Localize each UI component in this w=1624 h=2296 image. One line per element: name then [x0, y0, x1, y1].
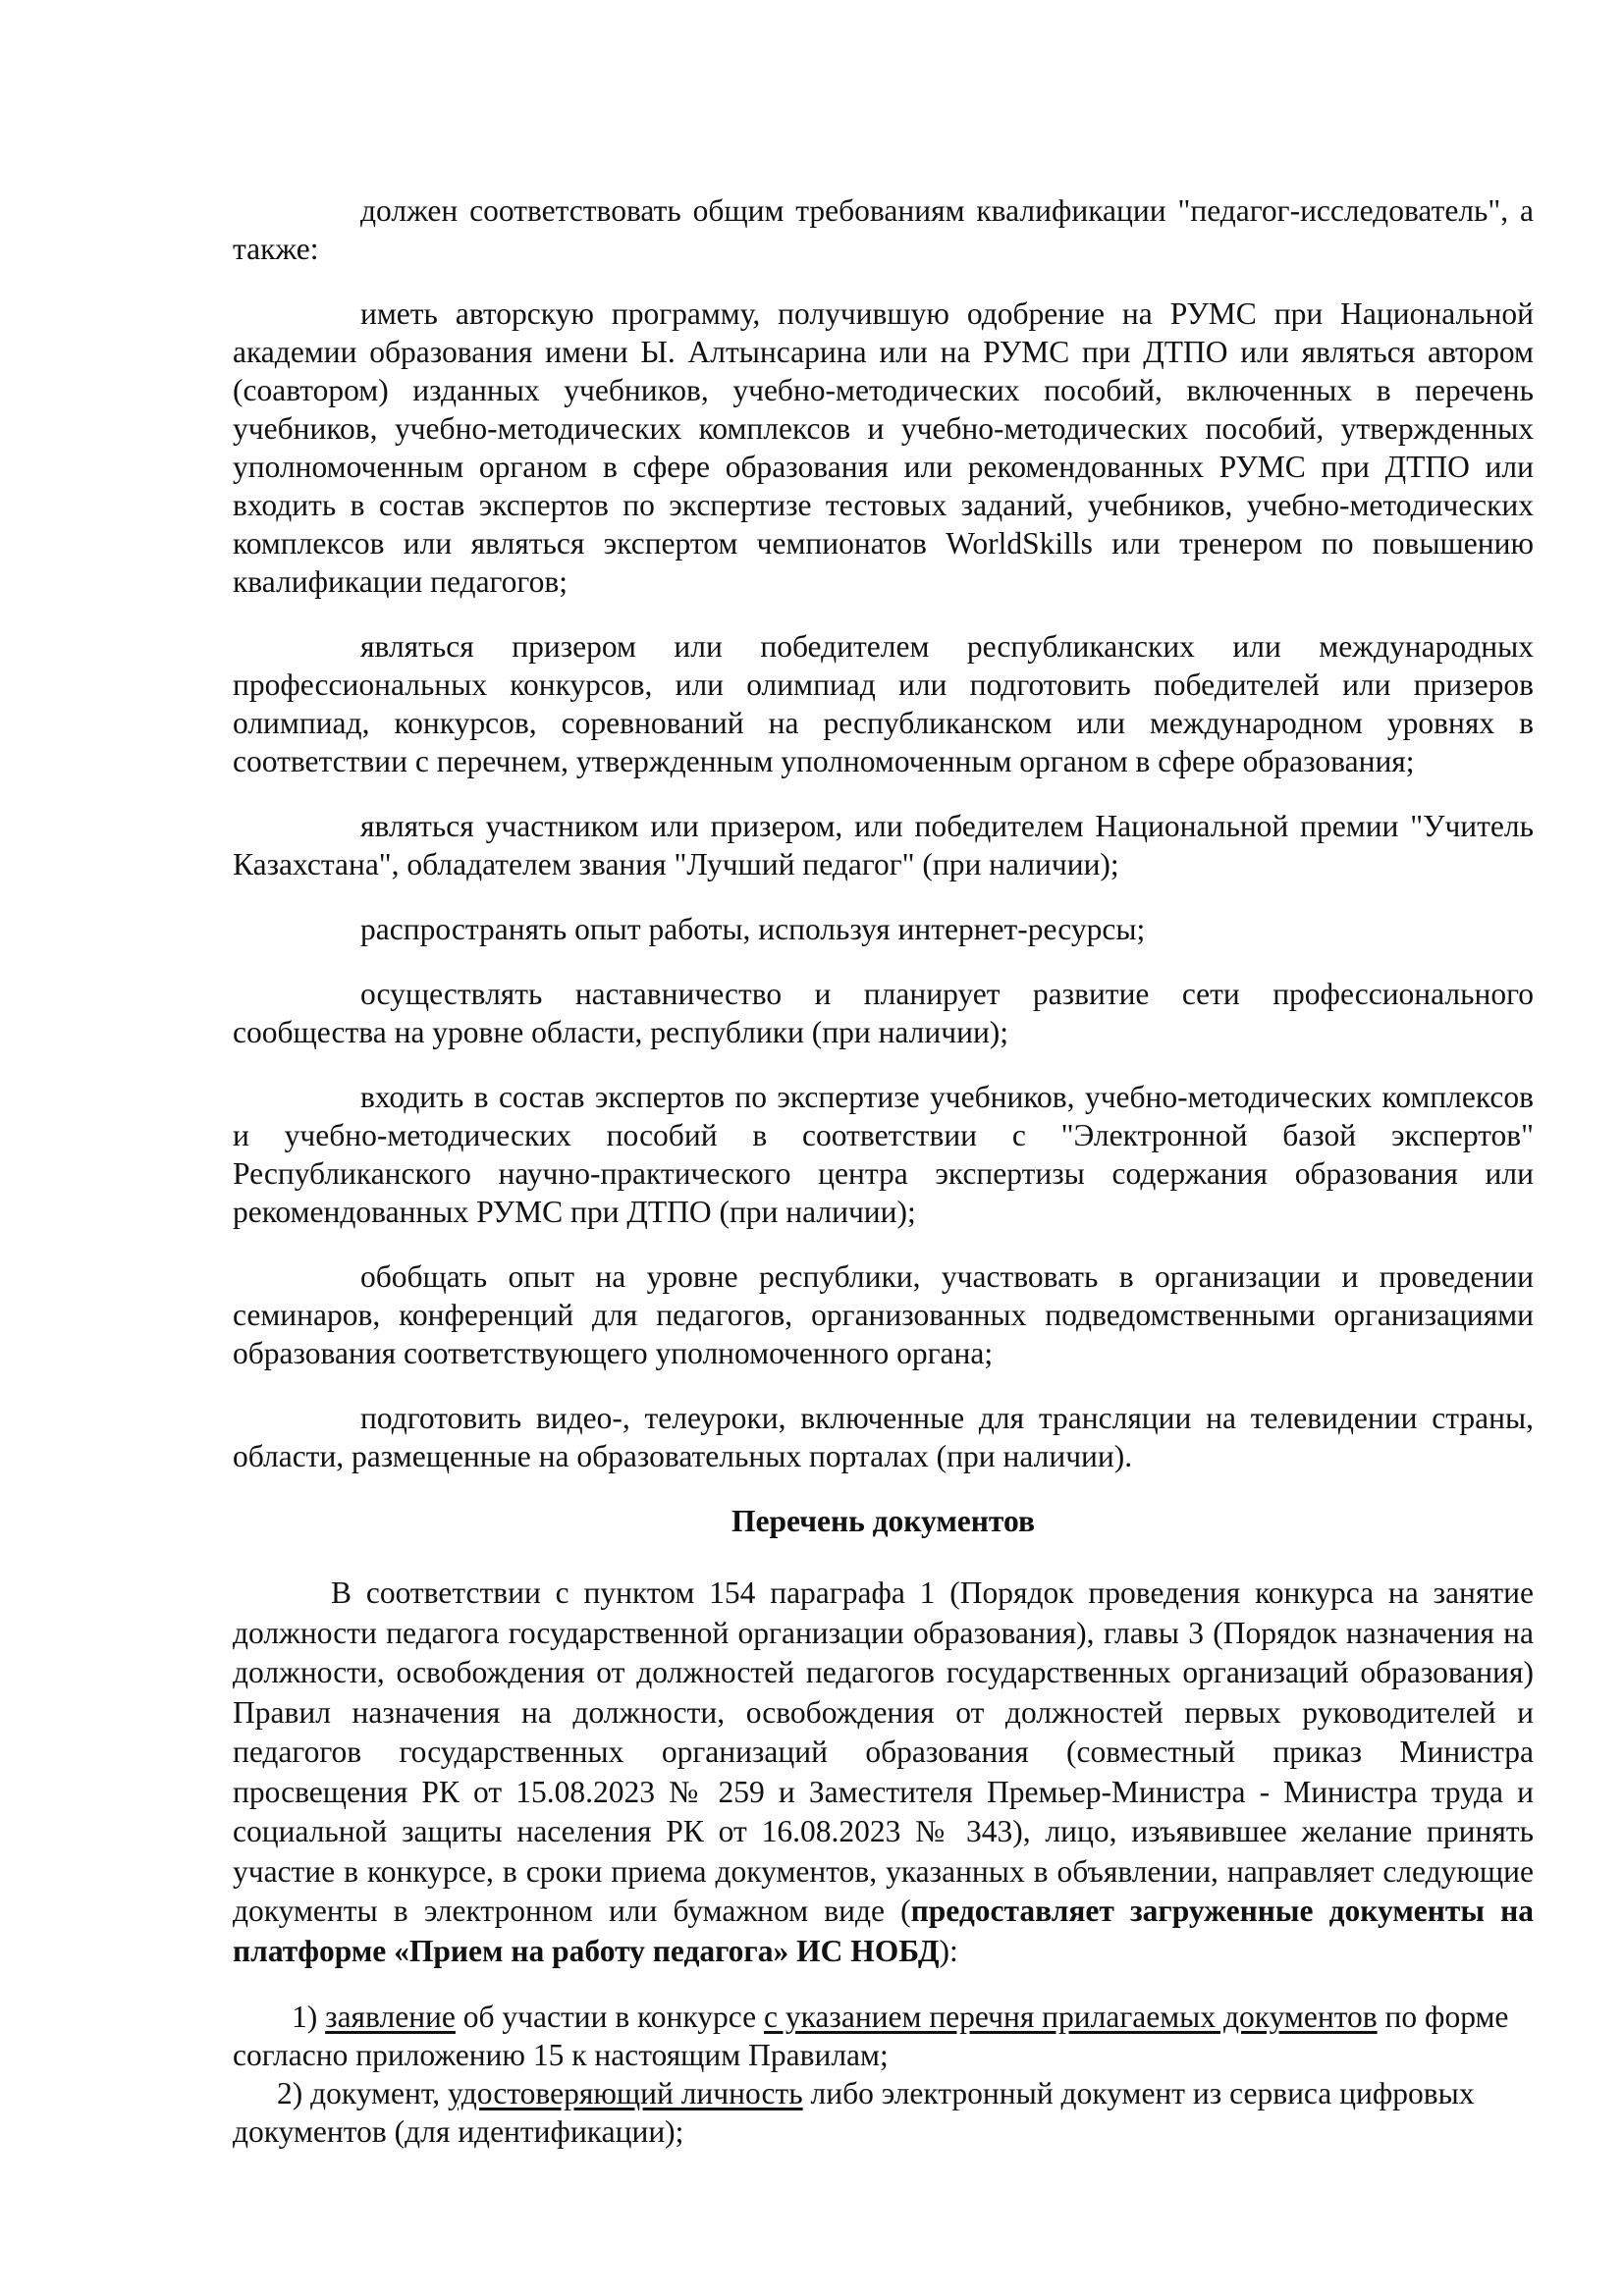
item-middle-text: об участии в конкурсе	[455, 2000, 764, 2034]
list-item	[233, 2074, 1534, 2151]
paragraph-national-award: являться участником или призером, или победителем Национальной премии "Учитель Казахстана", обладателем звания "Лучший педагог" (при наличии);	[233, 809, 1534, 881]
paragraph-mentoring: осуществлять наставничество и планирует развитие сети профессионального сообщества на уровне области, республики (при наличии);	[233, 977, 1534, 1049]
item-underlined-term: удостоверяющий личность	[448, 2076, 803, 2110]
document-page	[233, 191, 1534, 2151]
intro-bold-text: предоставляет загруженные документы на платформе «Прием на работу педагога» ИС НОБД	[233, 1894, 1535, 1968]
intro-paragraph	[233, 1574, 1534, 1971]
item-prefix: 2) документ,	[277, 2076, 449, 2110]
paragraph-qualification: должен соответствовать общим требованиям квалификации "педагог-исследователь", а также:	[233, 193, 1534, 266]
list-item	[233, 1998, 1534, 2074]
paragraph-video-lessons: подготовить видео-, телеуроки, включенные для трансляции на телевидении страны, области, размещенные на образовательных порталах (при наличии).	[233, 1401, 1534, 1473]
paragraph-author-program: иметь авторскую программу, получившую одобрение на РУМС при Национальной академии образования имени Ы. Алтынсарина или на РУМС при ДТПО или являться автором (соавтором) изданных учебников, учебно-методических пособий, включенных в перечень учебников, учебно-методических комплексов и учебно-методических пособий, утвержденных уполномоченным органом в сфере образования или рекомендованных РУМС при ДТПО или входить в состав экспертов по экспертизе тестовых заданий, учебников, учебно-методических комплексов или являться экспертом чемпионатов WorldSkills или тренером по повышению квалификации педагогов;	[233, 296, 1534, 599]
intro-text: В соответствии с пунктом 154 параграфа 1 (Порядок проведения конкурса на занятие должности педагога государственной организации образования), главы 3 (Порядок назначения на должности, освобождения от должностей педагогов государственных организаций образования) Правил назначения на должности, освобождения от должностей первых руководителей и педагогов государственных организаций образования (совместный приказ Министра просвещения РК от 15.08.2023 № 259 и Заместителя Премьер-Министра - Министра труда и социальной защиты населения РК от 16.08.2023 № 343), лицо, изъявившее желание принять участие в конкурсе, в сроки приема документов, указанных в объявлении, направляет следующие документы в электронном или бумажном виде (	[233, 1575, 1534, 1928]
item-suffix: либо электронный документ из сервиса цифровых документов (для идентификации);	[233, 2076, 1475, 2149]
item-prefix: 1)	[292, 2000, 326, 2034]
paragraph-expert-membership: входить в состав экспертов по экспертизе учебников, учебно-методических комплексов и учебно-методических пособий в соответствии с "Электронной базой экспертов" Республиканского научно-практического центра экспертизы содержания образования или рекомендованных РУМС при ДТПО (при наличии);	[233, 1080, 1534, 1229]
section-heading: Перечень документов	[731, 1504, 1035, 1538]
paragraph-generalize-experience: обобщать опыт на уровне республики, участвовать в организации и проведении семинаров, конференций для педагогов, организованных подведомственными организациями образования соответствующего уполномоченного органа;	[233, 1259, 1534, 1370]
item-underlined-phrase: с указанием перечня прилагаемых документов	[763, 2000, 1378, 2034]
paragraph-prize-winner: являться призером или победителем республиканских или международных профессиональных конкурсов, или олимпиад или подготовить победителей или призеров олимпиад, конкурсов, соревнований на республиканском или международном уровнях в соответствии с перечнем, утвержденным уполномоченным органом в сфере образования;	[233, 629, 1534, 778]
paragraph-share-experience: распространять опыт работы, используя интернет-ресурсы;	[360, 912, 1146, 946]
item-suffix: по форме согласно приложению 15 к настоящим Правилам;	[233, 2000, 1509, 2072]
intro-tail: ):	[939, 1933, 958, 1968]
item-underlined-term: заявление	[325, 2000, 456, 2034]
